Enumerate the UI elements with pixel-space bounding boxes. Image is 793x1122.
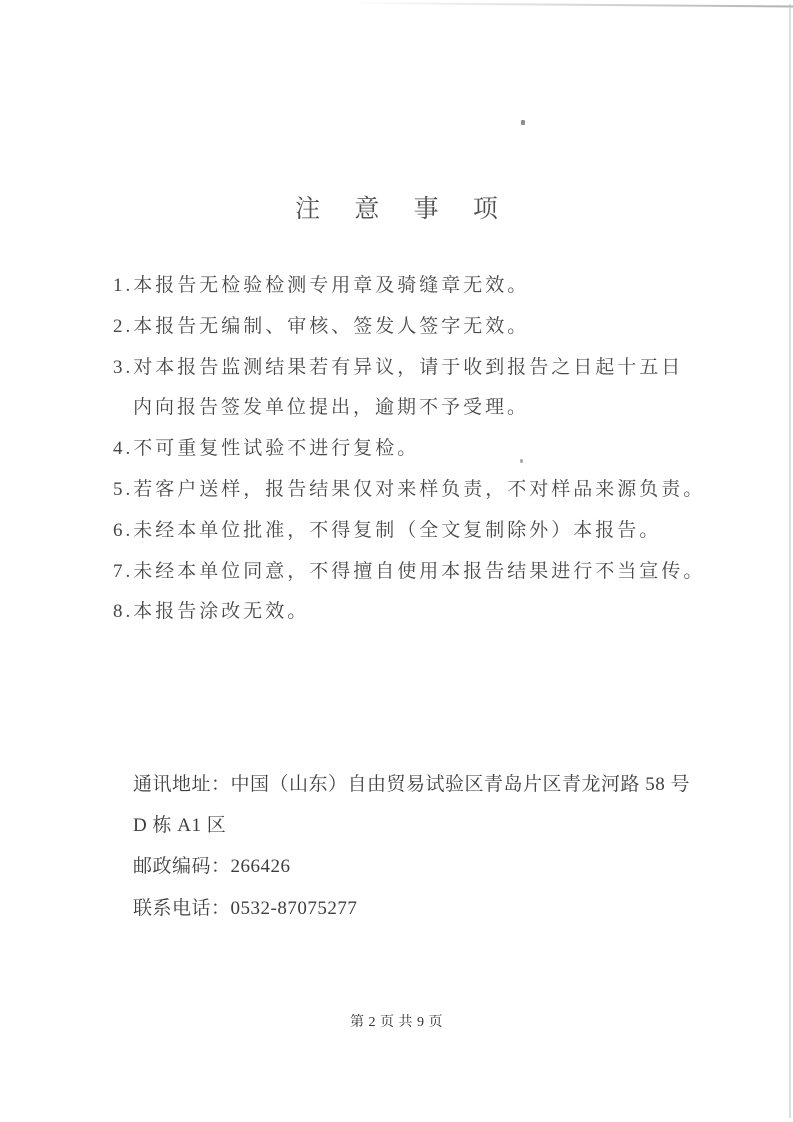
page-number-footer: 第 2 页 共 9 页: [350, 1015, 443, 1030]
notice-item: 6.未经本单位批准，不得复制（全文复制除外）本报告。: [113, 519, 662, 541]
notice-item: 5.若客户送样，报告结果仅对来样负责，不对样品来源负责。: [113, 478, 706, 500]
notice-item: 2.本报告无编制、审核、签发人签字无效。: [113, 315, 530, 337]
contact-line: 联系电话：0532-87075277: [133, 897, 358, 919]
notice-item-continuation: 内向报告签发单位提出，逾期不予受理。: [133, 397, 530, 419]
scan-artifact-right-edge: [789, 4, 791, 1118]
contact-line: D 栋 A1 区: [133, 815, 227, 837]
notice-item: 8.本报告涂改无效。: [113, 601, 310, 623]
scan-speck: [521, 120, 525, 125]
notice-item: 7.未经本单位同意，不得擅自使用本报告结果进行不当宣传。: [113, 560, 706, 582]
contact-block: [133, 764, 690, 929]
notice-list: [113, 266, 753, 633]
page-title: 注 意 事 项: [295, 196, 512, 223]
notice-item: 4.不可重复性试验不进行复检。: [113, 438, 420, 460]
contact-line: 通讯地址：中国（山东）自由贸易试验区青岛片区青龙河路 58 号: [133, 774, 691, 795]
contact-line: 邮政编码：266426: [133, 856, 291, 878]
notice-item: 3.对本报告监测结果若有异议，请于收到报告之日起十五日: [113, 356, 684, 378]
scan-artifact-top-edge: [348, 2, 793, 7]
notice-item: 1.本报告无检验检测专用章及骑缝章无效。: [113, 275, 530, 296]
